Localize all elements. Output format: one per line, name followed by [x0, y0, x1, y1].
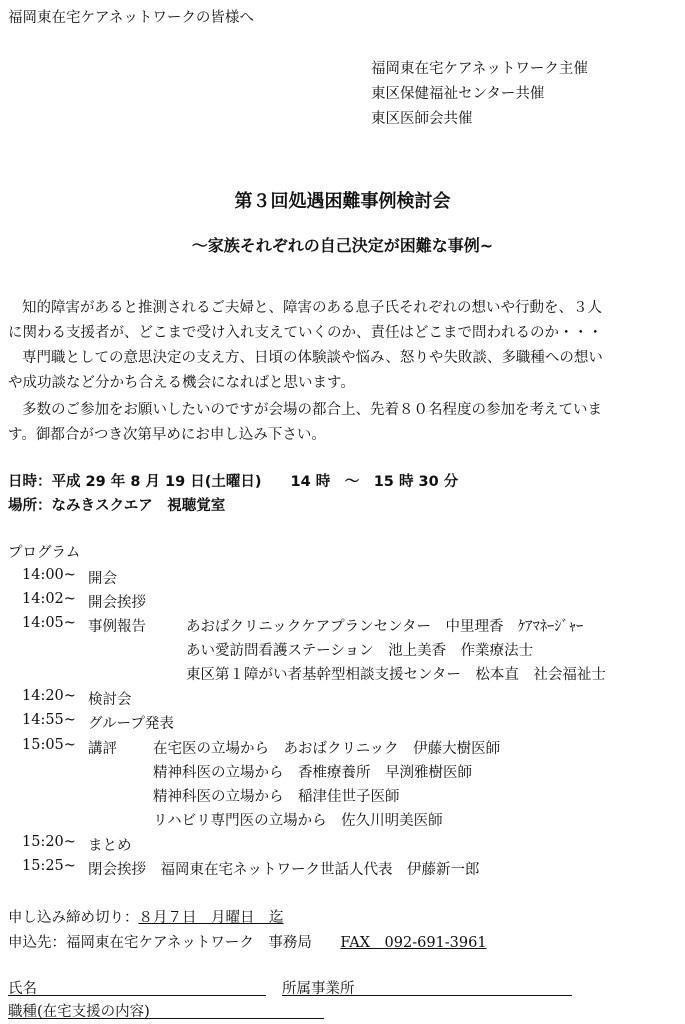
organizer-3: 東区医師会共催 [371, 111, 473, 127]
program-label: 講評 [88, 741, 117, 757]
program-label: 開会 [88, 571, 117, 587]
affiliation-field-label: 所属事業所 [282, 981, 355, 997]
contact [8, 931, 487, 952]
occupation-field[interactable] [8, 1018, 324, 1019]
name-field[interactable] [8, 995, 266, 996]
paragraph-2-line-2: や成功談など分かち合える機会になればと思います。 [8, 375, 355, 391]
paragraph-1-line-1: 知的障害があると推測されるご夫婦と、障害のある息子氏それぞれの想いや行動を、３人 [22, 300, 602, 316]
program-time: 14:05~ [22, 615, 76, 631]
program-time: 15:25~ [22, 858, 76, 874]
program-label: 閉会挨拶 福岡東在宅ネットワーク世話人代表 伊藤新一郎 [88, 862, 480, 878]
contact-label: 申込先：福岡東在宅ケアネットワーク 事務局 [8, 935, 327, 951]
fax-number: FAX 092-691-3961 [340, 935, 487, 951]
review-3: 精神科医の立場から 稲津佳世子医師 [153, 789, 400, 805]
review-2: 精神科医の立場から 香椎療養所 早渕雅樹医師 [153, 765, 472, 781]
name-field-label: 氏名 [8, 981, 37, 997]
document-subtitle: ～家族それぞれの自己決定が困難な事例~ [191, 236, 494, 255]
program-heading: プログラム [8, 545, 81, 561]
addressee: 福岡東在宅ケアネットワークの皆様へ [8, 10, 254, 26]
event-datetime: 日時：平成 29 年 8 月 19 日(土曜日) 14 時 ～ 15 時 30 分 [8, 474, 459, 490]
program-time: 15:05~ [22, 737, 76, 753]
program-label: まとめ [88, 838, 132, 854]
program-time: 14:55~ [22, 712, 76, 728]
paragraph-2-line-1: 専門職としての意思決定の支え方、日頃の体験談や悩み、怒りや失敗談、多職種への想い [22, 350, 603, 366]
program-time: 14:00~ [22, 567, 76, 583]
review-1: 在宅医の立場から あおばクリニック 伊藤大樹医師 [153, 741, 501, 757]
program-time: 14:20~ [22, 688, 76, 704]
program-label: 開会挨拶 [88, 595, 146, 611]
deadline [8, 906, 284, 927]
document-title: 第３回処遇困難事例検討会 [234, 191, 451, 212]
paragraph-3-line-2: す。御都合がつき次第早めにお申し込み下さい。 [8, 427, 326, 443]
program-label: グループ発表 [88, 716, 174, 732]
review-4: リハビリ専門医の立場から 佐久川明美医師 [153, 813, 443, 829]
program-label: 事例報告 [88, 619, 146, 635]
program-label: 検討会 [88, 692, 132, 708]
paragraph-3-line-1: 多数のご参加をお願いしたいのですが会場の都合上、先着８０名程度の参加を考えていま [22, 402, 602, 418]
deadline-label: 申し込み締め切り： [8, 910, 139, 926]
program-time: 14:02~ [22, 591, 76, 607]
paragraph-1-line-2: に関わる支援者が、どこまで受け入れ支えていくのか、責任はどこまで問われるのか・・・ [8, 325, 603, 341]
organizer-2: 東区保健福祉センター共催 [371, 86, 545, 102]
case-report-2: あい愛訪問看護ステーション 池上美香 作業療法士 [186, 643, 534, 659]
event-place: 場所：なみきスクエア 視聴覚室 [8, 498, 226, 514]
organizer-1: 福岡東在宅ケアネットワーク主催 [371, 61, 588, 77]
deadline-value: ８月７日 月曜日 迄 [138, 910, 284, 926]
affiliation-field[interactable] [282, 995, 572, 996]
case-report-1: あおばクリニックケアプランセンター 中里理香 ｹｱﾏﾈｰｼﾞｬｰ [186, 619, 584, 635]
case-report-3: 東区第１障がい者基幹型相談支援センター 松本直 社会福祉士 [186, 667, 606, 683]
program-time: 15:20~ [22, 834, 76, 850]
occupation-field-label: 職種(在宅支援の内容) [8, 1004, 150, 1020]
